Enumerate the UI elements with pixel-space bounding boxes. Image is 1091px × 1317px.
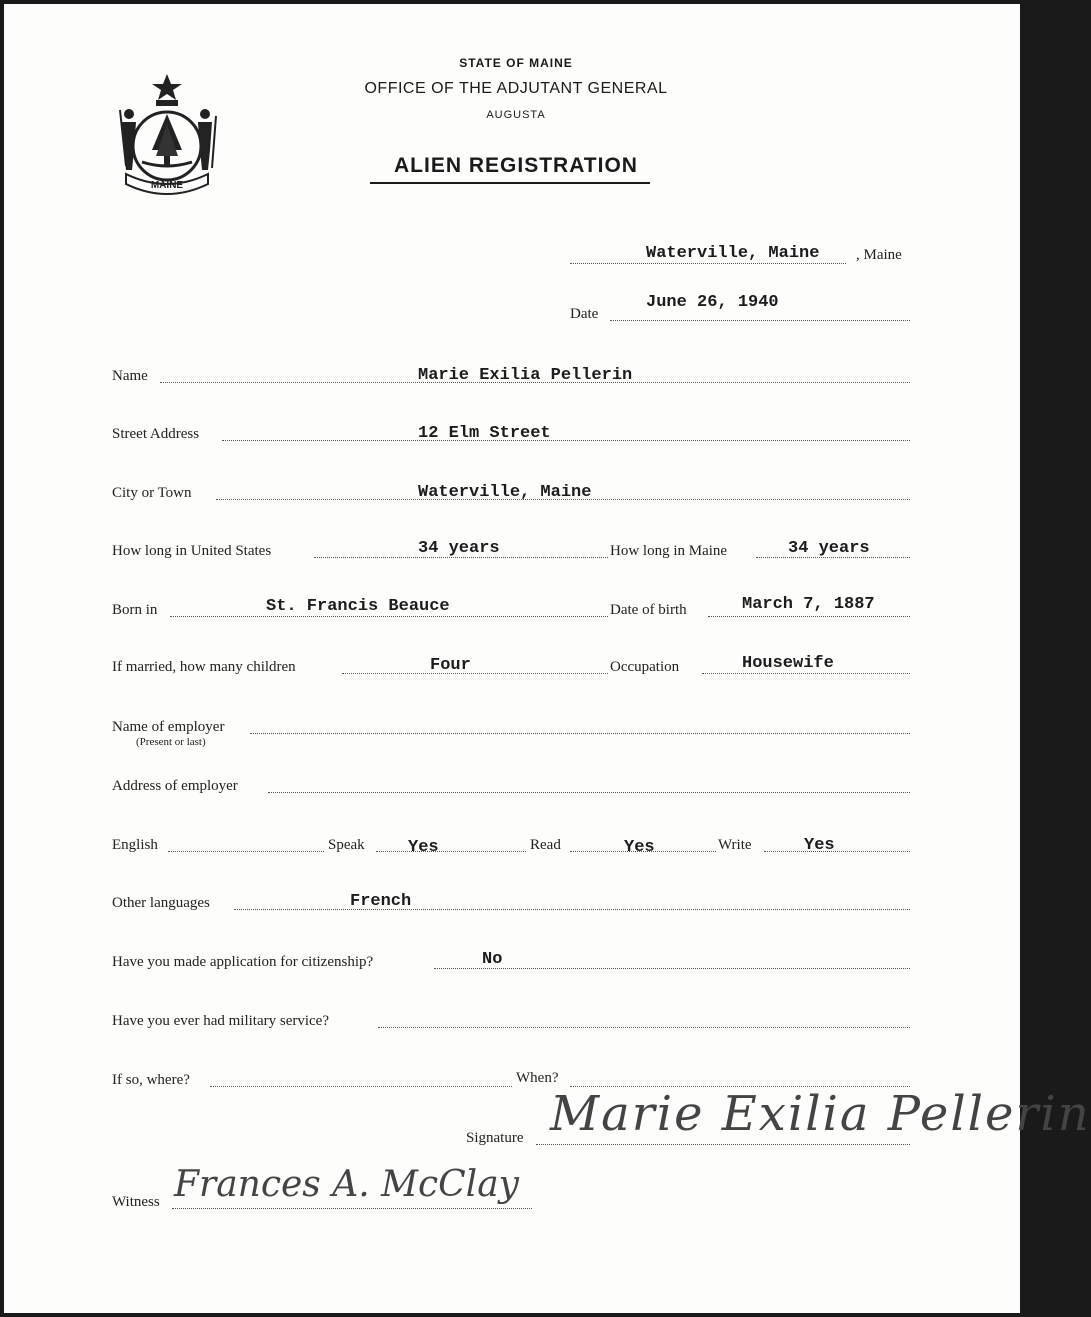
occupation-dots: [702, 673, 910, 674]
date-dots: [610, 320, 910, 321]
name-label: Name: [112, 368, 148, 384]
place-value: Waterville, Maine: [646, 244, 820, 263]
signature-handwriting: Marie Exilia Pellerin: [550, 1086, 1091, 1142]
place-dots: [570, 263, 846, 264]
speak-value: Yes: [408, 838, 439, 857]
citizenship-value: No: [482, 950, 503, 969]
city-value: Waterville, Maine: [418, 483, 592, 502]
military-label: Have you ever had military service?: [112, 1013, 329, 1029]
children-label: If married, how many children: [112, 659, 296, 675]
employer-address-dots: [268, 792, 910, 793]
street-dots: [222, 440, 910, 441]
dob-dots: [708, 616, 910, 617]
read-label: Read: [530, 837, 561, 853]
where-dots: [210, 1086, 512, 1087]
write-value: Yes: [804, 836, 835, 855]
write-dots: [764, 851, 910, 852]
witness-label: Witness: [112, 1194, 160, 1210]
dob-value: March 7, 1887: [742, 595, 875, 614]
english-label: English: [112, 837, 158, 853]
english-dots: [168, 851, 324, 852]
registration-form: [4, 4, 1091, 1313]
us-years-label: How long in United States: [112, 543, 272, 559]
date-value: June 26, 1940: [646, 293, 779, 312]
place-suffix: , Maine: [856, 247, 902, 263]
seal-banner-text: MAINE: [150, 180, 184, 191]
employer-sublabel: (Present or last): [136, 736, 206, 748]
occupation-label: Occupation: [610, 659, 680, 675]
signature-label: Signature: [466, 1130, 524, 1146]
speak-label: Speak: [328, 837, 365, 853]
page-title: ALIEN REGISTRATION: [394, 154, 638, 177]
other-languages-value: French: [350, 892, 412, 911]
witness-handwriting: Frances A. McClay: [174, 1164, 519, 1205]
military-dots: [378, 1027, 910, 1028]
state-seal-icon: [112, 70, 222, 195]
city-label: City or Town: [112, 485, 192, 501]
street-value: 12 Elm Street: [418, 424, 551, 443]
other-languages-label: Other languages: [112, 895, 210, 911]
signature-dots: [536, 1144, 910, 1145]
children-value: Four: [430, 656, 471, 675]
born-in-value: St. Francis Beauce: [266, 597, 450, 616]
other-languages-dots: [234, 909, 910, 910]
date-label: Date: [570, 306, 599, 322]
employer-label: Name of employer: [112, 719, 225, 735]
maine-years-value: 34 years: [788, 539, 870, 558]
where-label: If so, where?: [112, 1072, 190, 1088]
when-label: When?: [516, 1070, 559, 1086]
read-value: Yes: [624, 838, 655, 857]
maine-years-label: How long in Maine: [610, 543, 728, 559]
header-city: AUGUSTA: [486, 109, 546, 121]
born-in-label: Born in: [112, 602, 158, 618]
citizenship-dots: [434, 968, 910, 969]
occupation-value: Housewife: [742, 654, 834, 673]
us-years-value: 34 years: [418, 539, 500, 558]
employer-dots: [250, 733, 910, 734]
write-label: Write: [718, 837, 752, 853]
born-in-dots: [170, 616, 608, 617]
street-label: Street Address: [112, 426, 200, 442]
header-office: OFFICE OF THE ADJUTANT GENERAL: [364, 80, 668, 97]
employer-address-label: Address of employer: [112, 778, 238, 794]
witness-dots: [172, 1208, 532, 1209]
name-value: Marie Exilia Pellerin: [418, 366, 633, 385]
title-underline: [370, 182, 650, 184]
children-dots: [342, 673, 608, 674]
dob-label: Date of birth: [610, 602, 687, 618]
citizenship-label: Have you made application for citizenship?: [112, 954, 374, 970]
header-state: STATE OF MAINE: [459, 56, 573, 70]
speak-dots: [376, 851, 526, 852]
